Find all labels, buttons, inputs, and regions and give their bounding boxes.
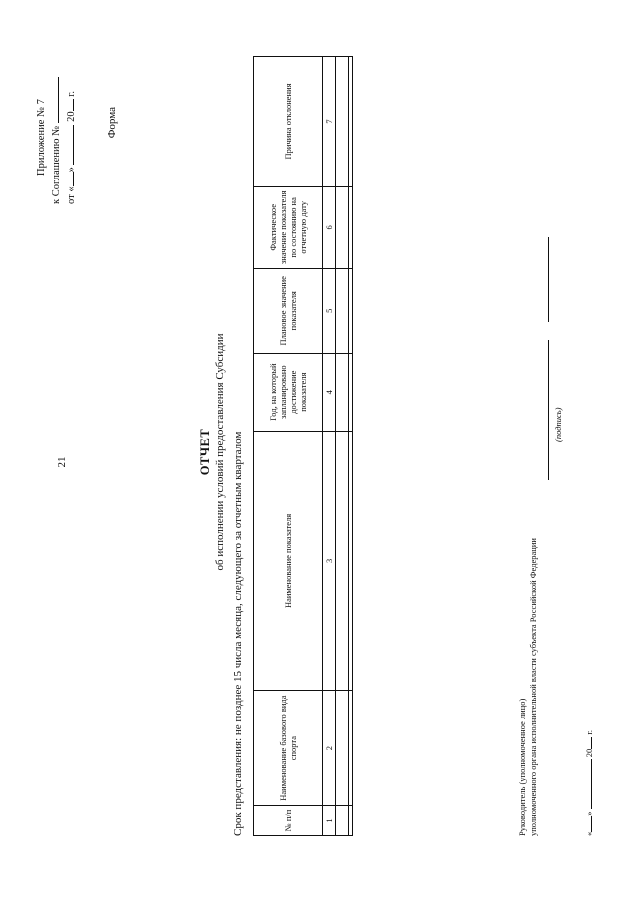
footer-date-open: « — [584, 831, 594, 836]
annex-year-prefix: 20 — [66, 111, 77, 122]
header-cell: Плановое значение показателя — [254, 268, 323, 353]
page-number: 21 — [56, 456, 68, 468]
table-cell — [349, 431, 353, 691]
header-cell: Фактическое значение показателя по состоянию на отчетную дату — [254, 186, 323, 268]
table-row — [336, 57, 349, 836]
signature-line — [548, 340, 549, 480]
column-number: 7 — [323, 57, 336, 187]
annex-date — [64, 54, 79, 204]
table-cell — [336, 431, 349, 691]
column-number: 1 — [323, 806, 336, 836]
column-number: 2 — [323, 691, 336, 806]
table-cell — [336, 691, 349, 806]
column-number: 6 — [323, 186, 336, 268]
table-cell — [349, 806, 353, 836]
footer-date-close: » — [584, 811, 594, 816]
signer-block — [517, 538, 538, 836]
name-line — [548, 237, 549, 322]
footer-day-blank — [583, 816, 592, 832]
header-cell: Наименование показателя — [254, 431, 323, 691]
table-cell — [336, 268, 349, 353]
header-cell: Год, на который запланировано достижение показателя — [254, 353, 323, 431]
footer-year-suffix: г. — [584, 729, 594, 735]
header-cell: Причина отклонения — [254, 57, 323, 187]
footer-month-blank — [583, 759, 592, 809]
header-cell: № п/п — [254, 806, 323, 836]
table-cell — [336, 353, 349, 431]
table-cell — [336, 806, 349, 836]
table-cell — [349, 353, 353, 431]
report-subtitle: об исполнении условий предоставления Субсидии — [214, 333, 226, 571]
table-row — [349, 57, 353, 836]
submission-deadline: Срок представления: не позднее 15 числа месяца, следующего за отчетным кварталом — [232, 431, 244, 836]
year-blank — [64, 99, 74, 111]
column-number: 4 — [323, 353, 336, 431]
footer-year-blank — [583, 737, 592, 749]
rotated-page-content — [20, 42, 620, 862]
table-cell — [349, 691, 353, 806]
report-table — [253, 56, 353, 836]
table-cell — [349, 268, 353, 353]
footer-date — [583, 730, 594, 836]
annex-year-suffix: г. — [66, 91, 77, 97]
column-number: 5 — [323, 268, 336, 353]
annex-date-close: » — [66, 167, 77, 173]
table-cell — [349, 57, 353, 187]
annex-title: Приложение № 7 — [36, 99, 47, 176]
column-number-row — [323, 57, 336, 836]
annex-block — [35, 54, 79, 204]
day-blank — [64, 172, 74, 186]
report-title: ОТЧЕТ — [198, 428, 212, 476]
agreement-number-blank — [49, 77, 59, 123]
annex-agreement-prefix: к Соглашению № — [51, 125, 62, 204]
table-cell — [336, 57, 349, 187]
annex-date-open: от « — [66, 186, 77, 204]
month-blank — [64, 125, 74, 165]
table-header-row — [254, 57, 323, 836]
signer-line-1: Руководитель (уполномоченное лицо) — [517, 698, 527, 836]
column-number: 3 — [323, 431, 336, 691]
signer-line-2: уполномоченного органа исполнительной власти субъекта Российской Федерации — [527, 538, 538, 836]
footer-year-prefix: 20 — [584, 748, 594, 758]
annex-agreement — [49, 54, 64, 204]
table-cell — [336, 186, 349, 268]
header-cell: Наименование базового вида спорта — [254, 691, 323, 806]
form-label: Форма — [106, 107, 118, 139]
signature-label: (подпись) — [553, 407, 563, 442]
table-cell — [349, 186, 353, 268]
